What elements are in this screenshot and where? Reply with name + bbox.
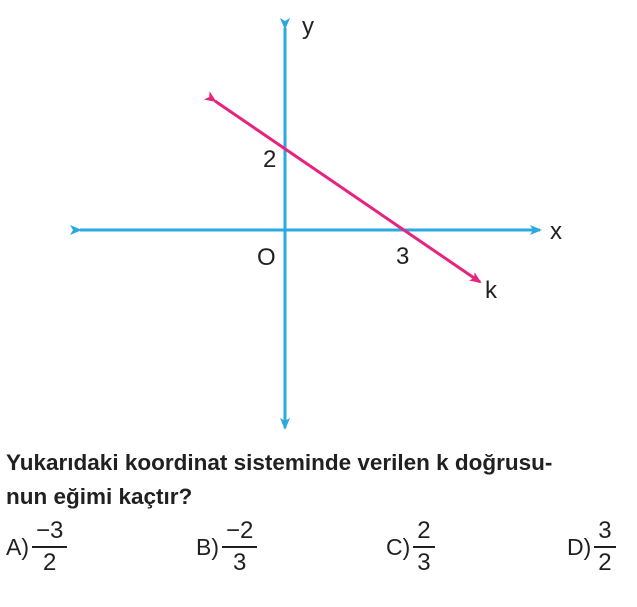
option-b-numerator: −2 bbox=[222, 516, 257, 548]
question-text bbox=[6, 446, 636, 514]
question-line-1: Yukarıdaki koordinat sisteminde verilen k doğrusu- bbox=[6, 450, 553, 475]
option-d-denominator: 2 bbox=[598, 549, 612, 576]
option-c-letter: C) bbox=[386, 533, 411, 560]
option-d-numerator: 3 bbox=[594, 516, 615, 548]
option-d-letter: D) bbox=[567, 533, 592, 560]
x-axis-label: x bbox=[550, 218, 562, 245]
option-c-numerator: 2 bbox=[413, 516, 434, 548]
line-k-label: k bbox=[485, 277, 497, 304]
option-b-letter: B) bbox=[196, 533, 219, 560]
option-b[interactable] bbox=[196, 516, 257, 578]
x-intercept-label: 3 bbox=[396, 243, 410, 270]
option-a-fraction bbox=[32, 516, 67, 578]
option-c-fraction bbox=[413, 516, 434, 578]
y-axis-label: y bbox=[302, 13, 314, 40]
option-a[interactable] bbox=[6, 516, 67, 578]
option-c[interactable] bbox=[386, 516, 435, 578]
option-a-numerator: −3 bbox=[32, 516, 67, 548]
origin-label: O bbox=[257, 244, 276, 271]
option-b-denominator: 3 bbox=[233, 549, 247, 576]
option-a-denominator: 2 bbox=[43, 549, 57, 576]
option-c-denominator: 3 bbox=[417, 549, 431, 576]
option-a-letter: A) bbox=[6, 533, 29, 560]
option-d[interactable] bbox=[567, 516, 616, 578]
y-intercept-label: 2 bbox=[263, 146, 277, 173]
option-b-fraction bbox=[222, 516, 257, 578]
option-d-fraction bbox=[594, 516, 615, 578]
line-k bbox=[215, 101, 480, 282]
question-line-2: nun eğimi kaçtır? bbox=[6, 484, 193, 509]
